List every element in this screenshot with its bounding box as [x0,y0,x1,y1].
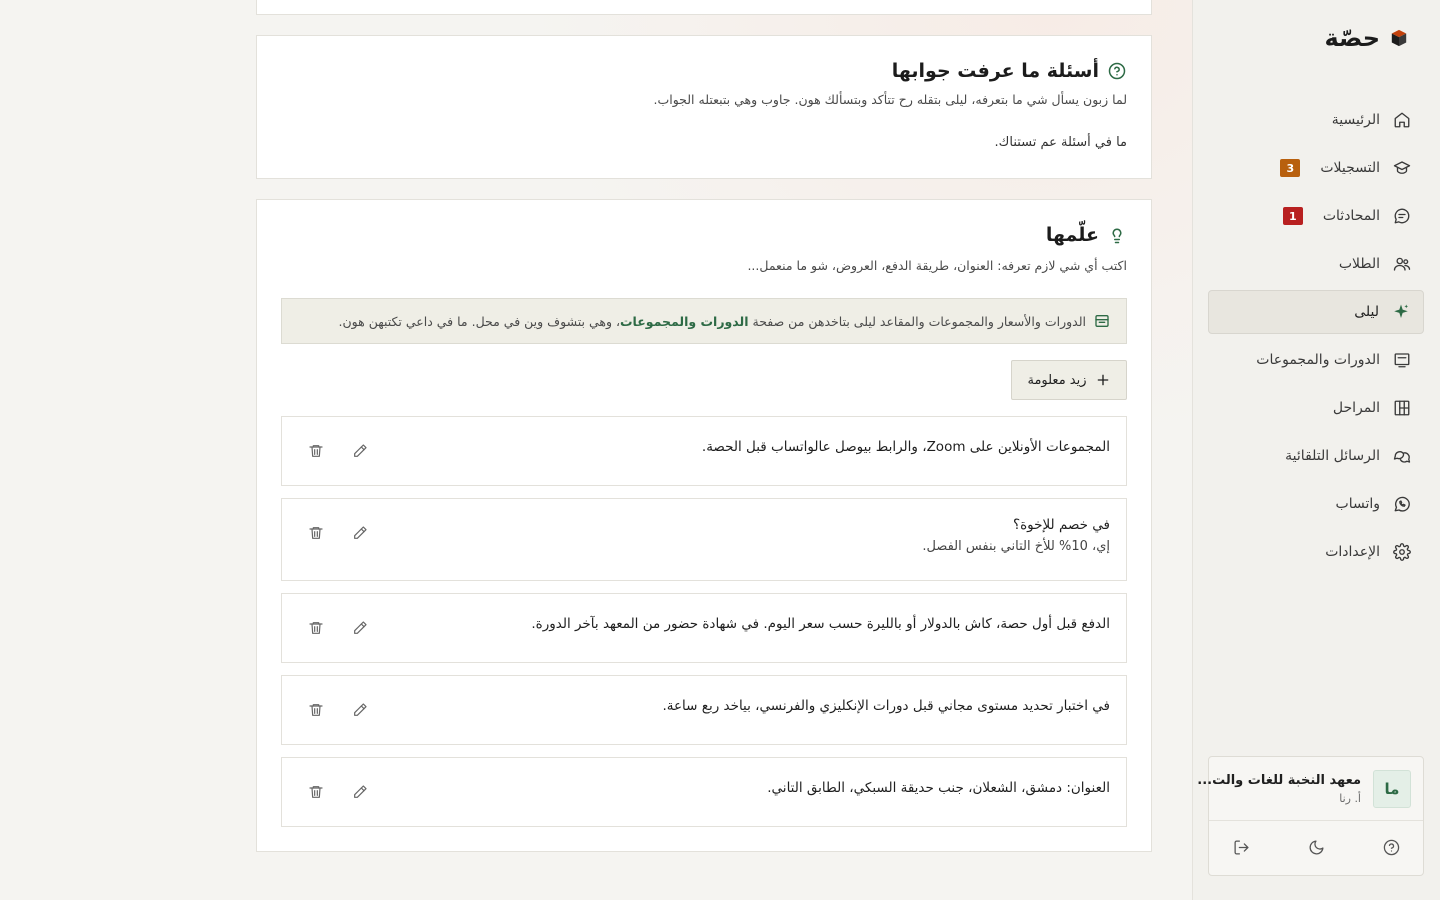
moon-icon[interactable] [1306,837,1326,857]
courses-notice [281,298,1127,344]
sidebar-item-layla[interactable] [1208,290,1424,334]
sidebar-item-label: الطلاب [1338,256,1380,272]
sidebar [1192,0,1440,900]
questions-title [892,60,1127,82]
org-actions [1209,821,1423,875]
chat-icon [1392,206,1412,226]
pencil-icon[interactable] [350,782,370,802]
add-fact-label: زيد معلومة [1027,372,1087,388]
question-circle-icon [1107,61,1127,81]
trash-icon[interactable] [306,523,326,543]
teach-panel [256,199,1152,852]
logout-icon[interactable] [1231,837,1251,857]
fact-text: في اختبار تحديد مستوى مجاني قبل دورات الإنكليزي والفرنسي، بياخد ربع ساعة. [662,698,1110,714]
sidebar-item-label: الإعدادات [1325,544,1380,560]
teach-description: اكتب أي شي لازم تعرفه: العنوان، طريقة الدفع، العروض، شو ما منعمل... [747,258,1127,273]
conversations-count-badge: 1 [1283,207,1303,225]
sidebar-item-label: ليلى [1354,304,1379,320]
fact-text: المجموعات الأونلاين على Zoom، والرابط بيوصل عالواتساب قبل الحصة. [701,439,1110,455]
sidebar-item-home[interactable] [1208,98,1424,142]
sidebar-item-label: واتساب [1335,496,1380,512]
questions-title-text: أسئلة ما عرفت جوابها [891,60,1099,82]
previous-panel [256,0,1152,15]
questions-description: لما زبون يسأل شي ما بتعرفه، ليلى بتقله رح تتأكد وبتسألك هون. جاوب وهي بتبعتله الجواب. [653,92,1127,107]
org-switcher[interactable] [1197,757,1423,821]
questions-empty-state: ما في أسئلة عم تستناك. [994,135,1127,150]
courses-groups-link[interactable]: الدورات والمجموعات [620,313,749,329]
registrations-count-badge: 3 [1280,159,1300,177]
notice-prefix: الدورات والأسعار والمجموعات والمقاعد ليلى بتاخدهن من صفحة [752,313,1086,329]
fact-answer: إي، 10% للأخ التاني بنفس الفصل. [922,539,1110,555]
board-icon [1392,350,1412,370]
sidebar-item-label: الرئيسية [1331,112,1380,128]
gear-icon [1392,542,1412,562]
fact-item [281,675,1127,745]
graduation-cap-icon [1392,158,1412,178]
notice-text [339,314,1086,329]
home-icon [1392,110,1412,130]
teach-title-text: علّمها [1045,224,1099,246]
sidebar-item-courses[interactable] [1208,338,1424,382]
sidebar-item-registrations[interactable] [1208,146,1424,190]
org-user: أ. رنا [1339,791,1361,805]
sidebar-item-conversations[interactable] [1208,194,1424,238]
unanswered-questions-panel [256,35,1152,179]
trash-icon[interactable] [306,700,326,720]
sidebar-item-label: الدورات والمجموعات [1256,352,1380,368]
lightbulb-icon [1107,225,1127,245]
fact-item [281,498,1127,581]
sidebar-item-label: المراحل [1332,400,1380,416]
org-info [1197,772,1361,805]
sidebar-item-auto-messages[interactable] [1208,434,1424,478]
sidebar-item-label: التسجيلات [1320,160,1380,176]
sidebar-item-label: الرسائل التلقائية [1285,448,1380,464]
fact-question: في خصم للإخوة؟ [1012,517,1110,533]
sidebar-item-settings[interactable] [1208,530,1424,574]
notice-suffix: ، وهي بتشوف وين في محل. ما في داعي تكتبهن هون. [338,313,620,329]
whatsapp-icon [1392,494,1412,514]
sparkle-icon [1391,302,1411,322]
fact-item [281,593,1127,663]
trash-icon[interactable] [306,618,326,638]
org-avatar: ما [1373,770,1411,808]
kanban-icon [1392,398,1412,418]
plus-icon [1095,372,1111,388]
fact-text: الدفع قبل أول حصة، كاش بالدولار أو بالليرة حسب سعر اليوم. في شهادة حضور من المعهد بآخر الدورة. [531,616,1110,632]
fact-item [281,757,1127,827]
pencil-icon[interactable] [350,618,370,638]
teach-title [1046,224,1127,246]
org-name: معهد النخبة للغات والت... [1197,772,1361,788]
fact-text: العنوان: دمشق، الشعلان، جنب حديقة السبكي، الطابق التاني. [767,780,1110,796]
pencil-icon[interactable] [350,441,370,461]
pencil-icon[interactable] [350,523,370,543]
help-icon[interactable] [1381,837,1401,857]
sidebar-item-students[interactable] [1208,242,1424,286]
main-nav [1208,98,1424,578]
org-card [1197,756,1424,876]
users-icon [1392,254,1412,274]
trash-icon[interactable] [306,782,326,802]
add-fact-button[interactable] [1011,360,1127,400]
brand-name: حصّة [1324,24,1380,52]
fact-item [281,416,1127,486]
trash-icon[interactable] [306,441,326,461]
sidebar-item-stages[interactable] [1208,386,1424,430]
pencil-icon[interactable] [350,700,370,720]
fact-qa [922,515,1110,557]
brand[interactable] [1325,24,1409,52]
board-icon [1094,313,1110,329]
messages-icon [1392,446,1412,466]
sidebar-item-whatsapp[interactable] [1208,482,1424,526]
sidebar-item-label: المحادثات [1322,208,1380,224]
cube-logo-icon [1390,29,1408,47]
